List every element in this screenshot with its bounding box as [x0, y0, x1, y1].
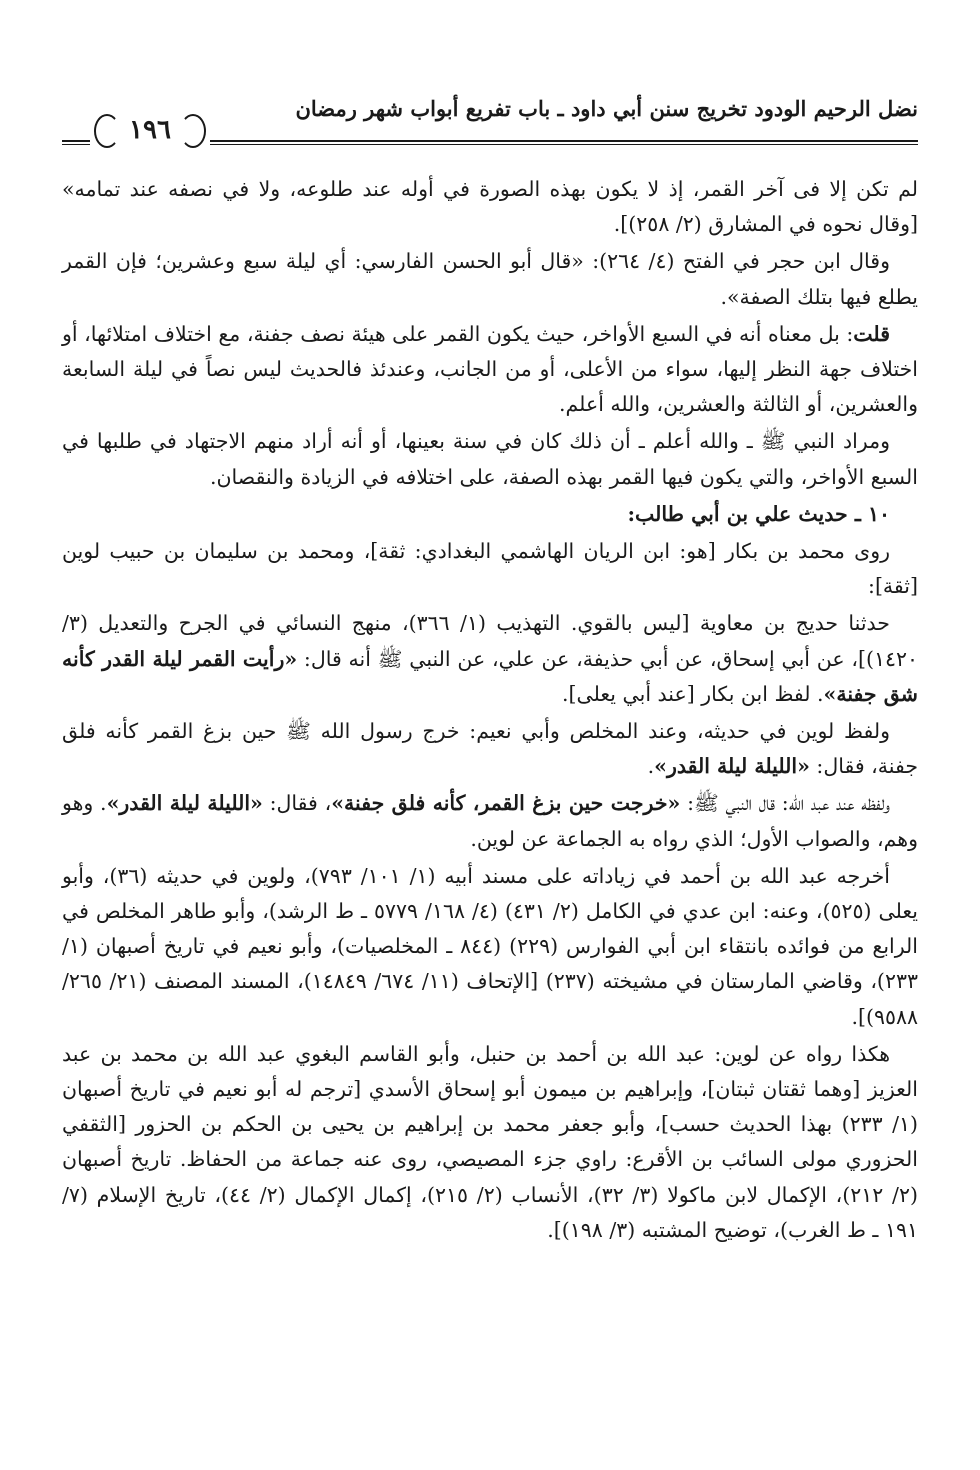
paragraph-text: ولفظه عند عبد الله: قال النبي ﷺ: — [680, 791, 890, 816]
paragraph-3 — [62, 317, 918, 423]
section-heading — [62, 497, 918, 532]
running-title: نضل الرحيم الودود تخريج سنن أبي داود ـ باب تفريع أبواب شهر رمضان — [295, 96, 918, 121]
paragraph-9 — [62, 786, 918, 856]
heading-text: ١٠ ـ حديث علي بن أبي طالب: — [627, 501, 890, 526]
paragraph-7 — [62, 606, 918, 712]
paragraph-tail: ، فقال: — [262, 791, 332, 816]
paragraph-tail: . لفظ ابن بكار [عند أبي يعلى]. — [562, 681, 824, 706]
paragraph-1 — [62, 172, 918, 242]
hadith-quote: «خرجت حين بزغ القمر، كأنه فلق جفنة» — [331, 791, 681, 816]
page-header — [62, 96, 918, 156]
paragraph-text: حدثنا حديج بن معاوية [ليس بالقوي. التهذيب (١/ ٣٦٦)، منهج النسائي في الجرح والتعديل (٣/ ١٤٢٠)]، عن أبي إسحاق، عن أبي حذيفة، عن علي، عن النبي ﷺ أنه قال: — [62, 611, 918, 671]
paragraph-text: ومراد النبي ﷺ ـ والله أعلم ـ أن ذلك كان في سنة بعينها، أو أنه أراد منهم الاجتهاد في طلبها في السبع الأواخر، والتي يكون فيها القمر بهذه الصفة، على اختلافه في الزيادة والنقصان. — [62, 429, 918, 489]
paragraph-11 — [62, 1037, 918, 1248]
paragraph-text: ولفظ لوين في حديثه، وعند المخلص وأبي نعيم: خرج رسول الله ﷺ حين بزغ القمر كأنه فلق جفنة، فقال: — [62, 719, 918, 779]
paragraph-10 — [62, 859, 918, 1035]
paragraph-text: هكذا رواه عن لوين: عبد الله بن أحمد بن حنبل، وأبو القاسم البغوي عبد الله بن محمد بن عبد العزيز [وهما ثقتان ثبتان]، وإبراهيم بن ميمون أبو إسحاق الأسدي [ترجم له أبو نعيم في تاريخ أصبهان (١/ ٢٣٣) بهذا الحديث حسب]، وأبو جعفر محمد بن إبراهيم بن يحيى بن الحكم بن الحزور [الثقفي الحزوري مولى السائب بن الأقرع: راوي جزء المصيصي، روى عنه جماعة من الحفاظ. تاريخ أصبهان (٢/ ٢١٢)، الإكمال لابن ماكولا (٣/ ٣٢)، الأنساب (٢/ ٢١٥)، إكمال الإكمال (٢/ ٤٤)، تاريخ الإسلام (٧/ ١٩١ ـ ط الغرب)، توضيح المشتبه (٣/ ١٩٨)]. — [62, 1041, 918, 1242]
paragraph-4 — [62, 424, 918, 494]
paragraph-6 — [62, 534, 918, 604]
paragraph-text: وقال ابن حجر في الفتح (٤/ ٢٦٤): «قال أبو الحسن الفارسي: أي ليلة سبع وعشرين؛ فإن القمر يطلع فيها بتلك الصفة». — [62, 249, 918, 309]
paragraph-8 — [62, 714, 918, 784]
paragraph-tail: . وهو وهم، والصواب الأول؛ الذي رواه به الجماعة عن لوين. — [62, 791, 918, 851]
paragraph-text: : بل معناه أنه في السبع الأواخر، حيث يكون القمر على هيئة نصف جفنة، مع اختلاف امتلائها، أو اختلاف جهة النظر إليها، سواء من الأعلى، أو من الجانب، وعندئذ فالحديث ليس نصاً في ليلة السابعة والعشرين، أو الثالثة والعشرين، والله أعلم. — [62, 321, 918, 417]
page-number: ١٩٦ — [90, 108, 210, 152]
hadith-quote: «الليلة ليلة القدر» — [106, 791, 263, 816]
page-body — [62, 172, 918, 1248]
paragraph-text: أخرجه عبد الله بن أحمد في زياداته على مسند أبيه (١/ ١٠١/ ٧٩٣)، ولوين في حديثه (٣٦)، وأبو يعلى (٥٢٥)، وعنه: ابن عدي في الكامل (٢/ ٤٣١) (٤/ ١٦٨/ ٥٧٧٩ ـ ط الرشد)، وأبو طاهر المخلص في الرابع من فوائده بانتقاء ابن أبي الفوارس (٢٢٩) (٨٤٤ ـ المخلصيات)، وأبو نعيم في تاريخ أصبهان (١/ ٢٣٣)، وقاضي المارستان في مشيخته (٢٣٧) [الإتحاف (١١/ ٦٧٤/ ١٤٨٤٩)، المسند المصنف (٢١/ ٢٦٥/ ٩٥٨٨)]. — [62, 863, 918, 1029]
hadith-quote: «الليلة ليلة القدر» — [654, 754, 810, 779]
hadith-quote: «رأيت القمر ليلة القدر كأنه شق جفنة» — [62, 646, 918, 706]
paragraph-lead: قلت — [853, 321, 890, 346]
paragraph-text: روى محمد بن بكار [هو: ابن الريان الهاشمي البغدادي: ثقة]، ومحمد بن سليمان بن حبيب لوين [ثقة]: — [62, 539, 918, 599]
paragraph-tail: . — [647, 754, 655, 779]
paragraph-text: لم تكن إلا فى آخر القمر، إذ لا يكون بهذه الصورة في أوله عند طلوعه، ولا في نصفه عند تمامه» [وقال نحوه في المشارق (٢/ ٢٥٨)]. — [62, 177, 918, 237]
paragraph-2 — [62, 244, 918, 314]
